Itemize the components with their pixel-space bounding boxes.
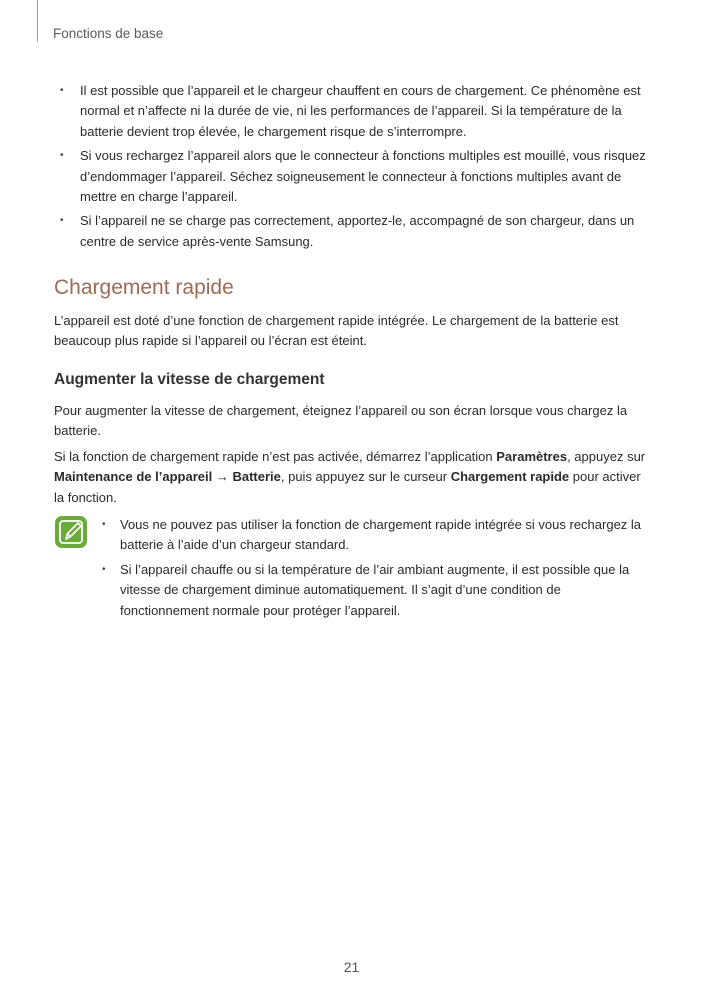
section-title: Chargement rapide [54,276,234,299]
battery-label: Batterie [232,469,281,485]
text-span: , puis appuyez sur le curseur [280,469,451,485]
text-span: Si la fonction de chargement rapide n’est pas activée, démarrez l’application [54,449,497,464]
list-item [54,146,646,207]
text-span: pour activer la fonction. [54,469,641,505]
list-item-text: Si l’appareil chauffe ou si la température de l’air ambiant augmente, il est possible que la vitesse de chargement diminue automatiquement. Il s’agit d’une condition de fonctionnement normale pour protéger l’appareil. [120,561,630,618]
bullet-icon: • [102,563,106,575]
settings-app-label: Paramètres [496,449,568,464]
list-item [54,211,646,252]
bullet-icon: • [102,519,106,530]
precaution-list [54,81,646,256]
device-maintenance-label: Maintenance de l’appareil [54,469,213,485]
bullet-icon: • [60,85,64,96]
subsection-paragraph-1: Pour augmenter la vitesse de chargement, éteignez l’appareil ou son écran lorsque vous chargez la batterie. [54,403,628,439]
note-list [96,515,646,625]
list-item [96,560,646,621]
bullet-icon: • [60,215,64,227]
list-item [54,81,646,142]
subsection-title: Augmenter la vitesse de chargement [54,371,325,388]
bullet-icon: • [60,150,64,162]
list-item-text: Il est possible que l’appareil et le chargeur chauffent en cours de chargement. Ce phénomène est normal et n’affecte ni la durée de vie, ni les performances de l’appareil. Si la température de la batterie devient trop élevée, le chargement risque de s’interrompre. [80,83,641,139]
arrow-icon: → [212,469,233,485]
section-intro: L’appareil est doté d’une fonction de chargement rapide intégrée. Le chargement de la batterie est beaucoup plus rapide si l’appareil ou l’écran est éteint. [54,313,619,349]
list-item-text: Si vous rechargez l’appareil alors que le connecteur à fonctions multiples est mouillé, vous risquez d’endommager l’appareil. Séchez soigneusement le connecteur à fonctions multiples avant de mettre en charge l’appareil. [80,148,646,205]
note-pen-icon [54,515,88,549]
header-divider [37,0,38,42]
page-number: 21 [343,959,360,975]
running-header: Fonctions de base [53,26,164,41]
list-item-text: Si l’appareil ne se charge pas correctement, apportez-le, accompagné de son chargeur, dans un centre de service après-vente Samsung. [80,213,635,249]
list-item-text: Vous ne pouvez pas utiliser la fonction de chargement rapide intégrée si vous rechargez la batterie à l’aide d’un chargeur standard. [120,517,642,553]
fast-charging-label: Chargement rapide [450,469,570,485]
text-span: , appuyez sur [567,449,646,464]
subsection-paragraph-2 [54,447,646,508]
list-item [96,515,646,556]
